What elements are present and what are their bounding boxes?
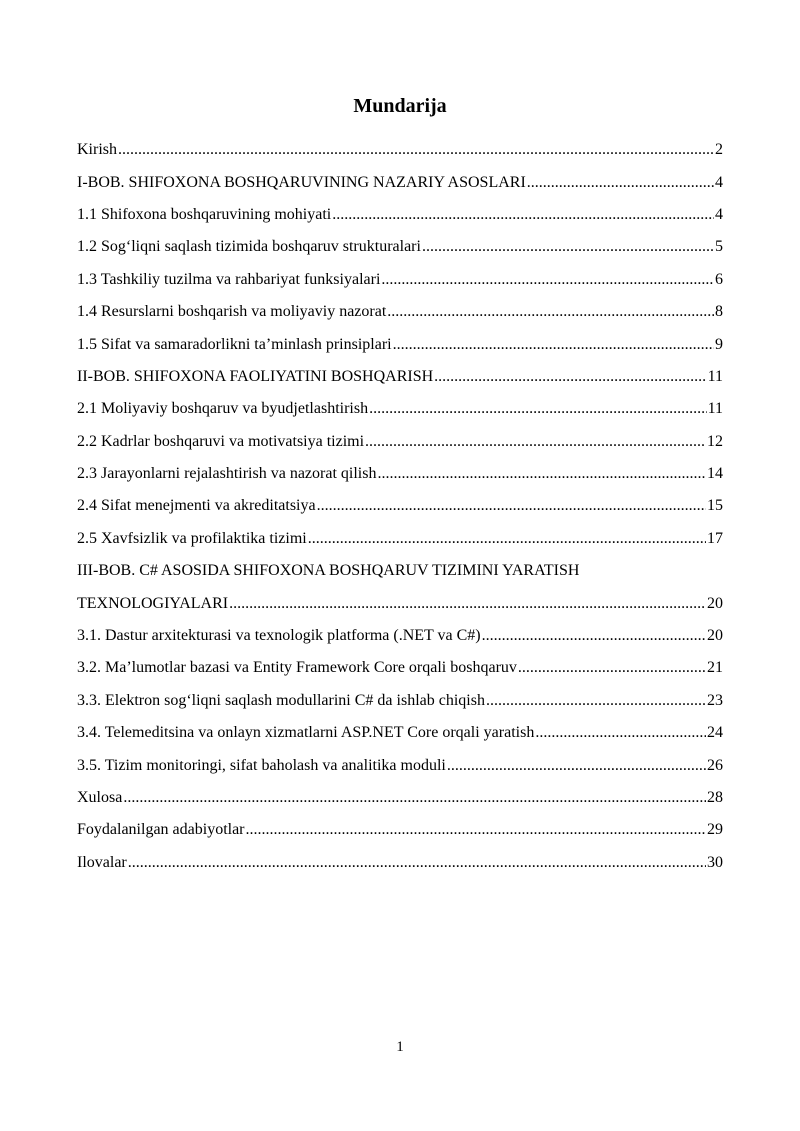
toc-entry-text: 3.4. Telemeditsina va onlayn xizmatlarni ASP.NET Core orqali yaratish [77,724,535,742]
toc-entry-3-4[interactable] [77,717,723,749]
toc-leader-dots [535,724,706,742]
toc-leader-dots [229,595,706,613]
toc-entry-text: Xulosa [77,789,123,806]
toc-entry-text: 3.3. Elektron sog‘liqni saqlash modullarini C# da ishlab chiqish [77,691,485,709]
toc-entry-xulosa[interactable] [77,782,723,814]
toc-entry-text: TEXNOLOGIYALARI [77,594,229,612]
toc-entry-text: 1.4 Resurslarni boshqarish va moliyaviy nazorat [77,303,387,321]
toc-leader-dots [369,400,707,418]
toc-entry-2-1[interactable] [77,393,723,425]
toc-leader-dots [393,336,714,354]
toc-page-number: 14 [707,465,723,483]
toc-page-number: 11 [707,400,723,418]
toc-leader-dots [387,303,714,321]
toc-entry-2-3[interactable] [77,458,723,490]
toc-page-number: 23 [707,691,723,709]
toc-page-number: 4 [715,173,723,191]
toc-entry-1-2[interactable] [77,231,723,263]
toc-page-number: 20 [707,627,723,645]
toc-entry-1-5[interactable] [77,328,723,360]
toc-page-number: 29 [707,821,723,839]
toc-entry-chapter-3[interactable] [77,555,723,587]
toc-leader-dots [381,271,714,289]
toc-page-number: 30 [707,853,723,871]
toc-page-number: 5 [715,238,723,256]
table-of-contents [77,134,723,879]
toc-entry-text: 1.2 Sog‘liqni saqlash tizimida boshqaruv strukturalari [77,238,421,256]
toc-entry-text: 3.1. Dastur arxitekturasi va texnologik platforma (.NET va C#) [77,627,481,645]
toc-page-number: 21 [707,659,723,677]
toc-entry-kirish[interactable] [77,134,723,166]
toc-entry-3-2[interactable] [77,652,723,684]
toc-entry-text: 1.3 Tashkiliy tuzilma va rahbariyat funksiyalari [77,270,381,288]
toc-entry-text: Foydalanilgan adabiyotlar [77,821,245,839]
toc-leader-dots [128,854,706,872]
toc-leader-dots [118,141,714,159]
toc-leader-dots [308,530,706,548]
toc-page-number: 17 [707,529,723,547]
toc-entry-1-4[interactable] [77,296,723,328]
toc-page-number: 9 [715,335,723,353]
toc-entry-text: Ilovalar [77,853,127,871]
toc-leader-dots [332,206,714,224]
page-number: 1 [396,1039,404,1055]
toc-entry-text: 2.3 Jarayonlarni rejalashtirish va nazorat qilish [77,465,377,483]
toc-leader-dots [486,692,706,710]
toc-page-number: 4 [715,205,723,223]
toc-entry-3-5[interactable] [77,749,723,781]
toc-entry-text: 1.1 Shifoxona boshqaruvining mohiyati [77,205,332,223]
toc-entry-3-3[interactable] [77,685,723,717]
toc-entry-text: 3.5. Tizim monitoringi, sifat baholash va analitika moduli [77,756,446,774]
toc-entry-chapter-3-continued[interactable] [77,587,723,619]
toc-page-number: 2 [715,141,723,159]
toc-entry-ilovalar[interactable] [77,847,723,879]
toc-leader-dots [377,465,706,483]
toc-entry-chapter-1[interactable] [77,166,723,198]
toc-leader-dots [434,368,706,386]
toc-leader-dots [527,174,714,192]
toc-leader-dots [246,821,706,839]
toc-entry-1-1[interactable] [77,199,723,231]
toc-entry-text: Kirish [77,141,117,159]
toc-entry-text: I-BOB. SHIFOXONA BOSHQARUVINING NAZARIY ASOSLARI [77,173,526,191]
toc-entry-2-5[interactable] [77,523,723,555]
toc-entry-text: II-BOB. SHIFOXONA FAOLIYATINI BOSHQARISH [77,367,434,385]
toc-leader-dots [482,627,706,645]
toc-entry-text: III-BOB. C# ASOSIDA SHIFOXONA BOSHQARUV TIZIMINI YARATISH [77,562,580,580]
toc-leader-dots [447,757,706,775]
toc-page-number: 15 [707,497,723,515]
toc-entry-2-2[interactable] [77,426,723,458]
toc-entry-text: 2.5 Xavfsizlik va profilaktika tizimi [77,529,307,547]
toc-page-number: 6 [715,270,723,288]
toc-entry-adabiyotlar[interactable] [77,814,723,846]
toc-leader-dots [123,789,706,807]
toc-leader-dots [422,238,714,256]
toc-entry-1-3[interactable] [77,264,723,296]
toc-entry-text: 2.4 Sifat menejmenti va akreditatsiya [77,497,316,515]
toc-entry-text: 3.2. Ma’lumotlar bazasi va Entity Framework Core orqali boshqaruv [77,659,517,677]
toc-page-number: 11 [707,367,723,385]
toc-entry-text: 2.2 Kadrlar boshqaruvi va motivatsiya tizimi [77,432,365,450]
toc-leader-dots [518,659,706,677]
toc-leader-dots [317,497,706,515]
toc-page-number: 26 [707,756,723,774]
toc-page-number: 24 [707,724,723,742]
page-title: Mundarija [353,95,447,117]
toc-entry-3-1[interactable] [77,620,723,652]
toc-page-number: 8 [715,303,723,321]
toc-entry-text: 2.1 Moliyaviy boshqaruv va byudjetlashtirish [77,400,369,418]
toc-leader-dots [365,433,706,451]
toc-page-number: 20 [707,594,723,612]
toc-entry-text: 1.5 Sifat va samaradorlikni ta’minlash prinsiplari [77,335,392,353]
toc-entry-chapter-2[interactable] [77,361,723,393]
toc-page-number: 12 [707,432,723,450]
toc-page-number: 28 [707,789,723,806]
toc-entry-2-4[interactable] [77,490,723,522]
